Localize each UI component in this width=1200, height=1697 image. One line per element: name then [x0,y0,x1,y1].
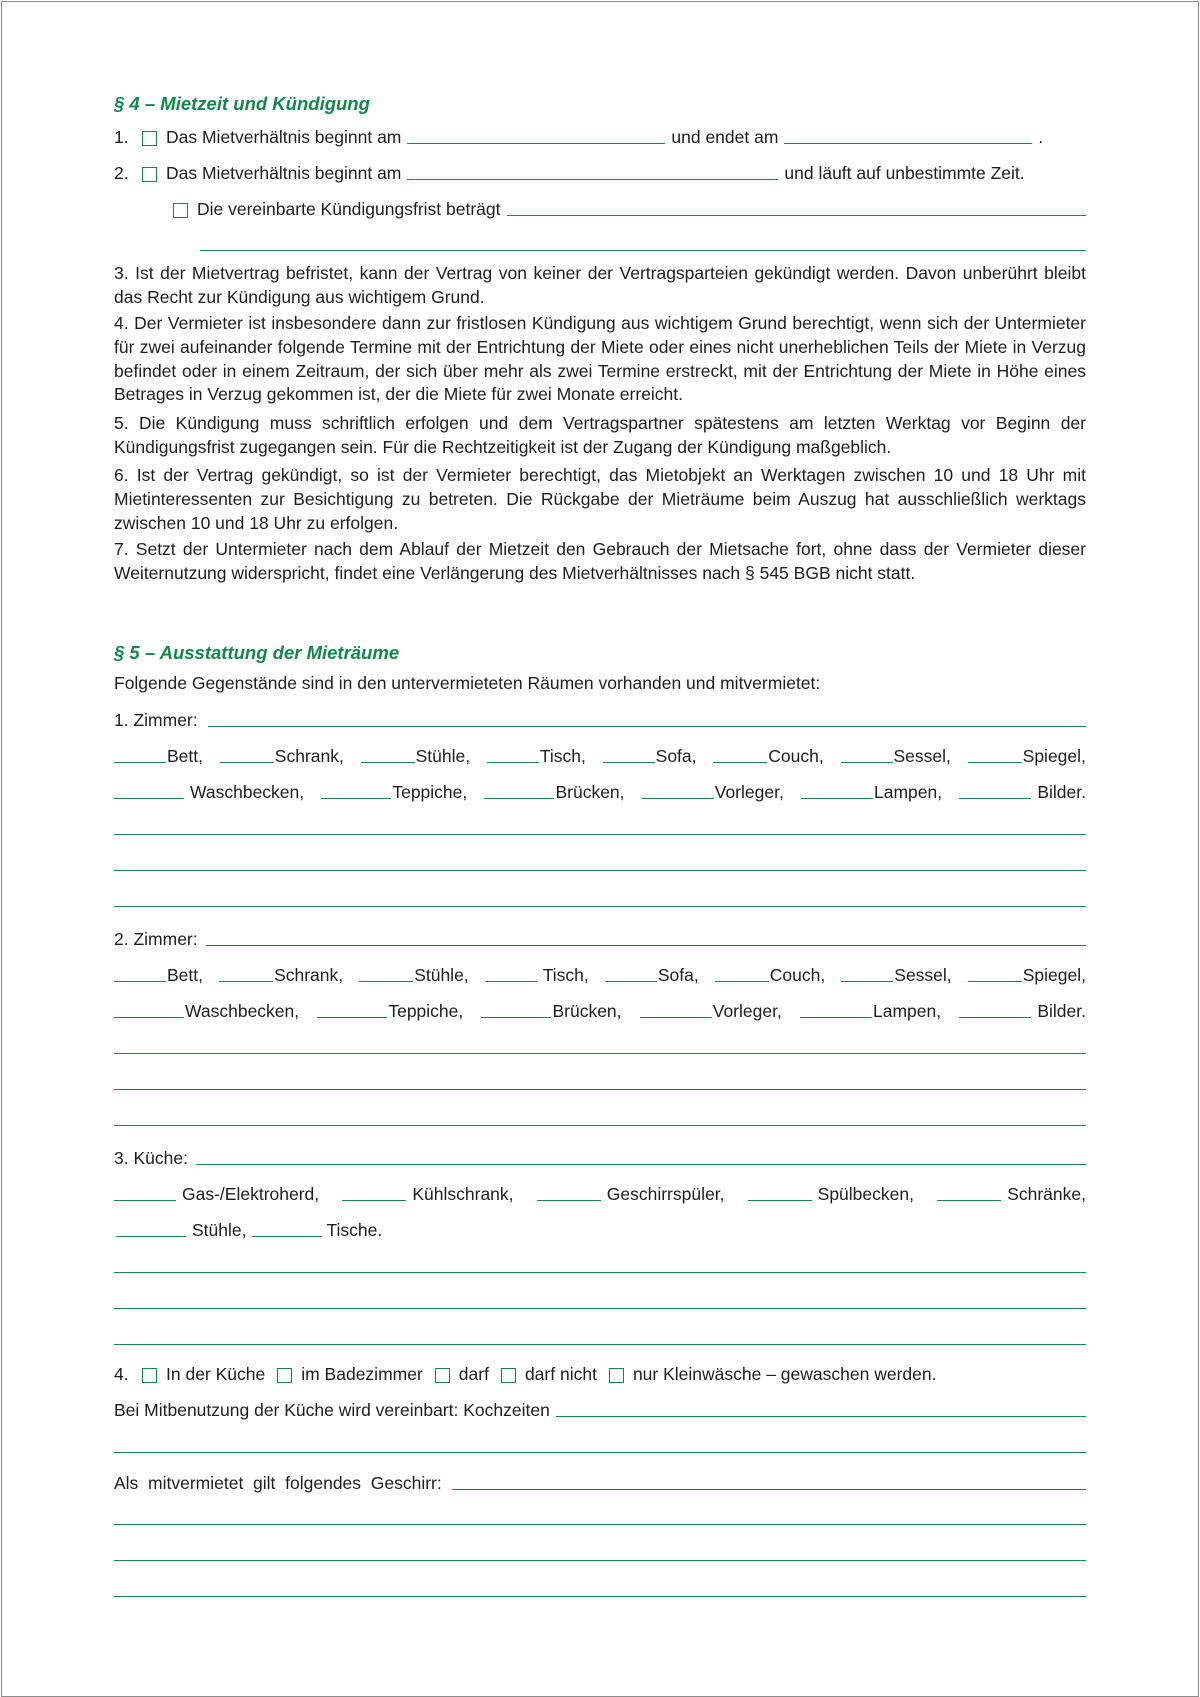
quantity-field[interactable] [603,762,655,763]
kitchen-extra-line-3[interactable] [114,1344,1086,1345]
quantity-field[interactable] [640,1017,712,1018]
small-laundry-option-label: nur Kleinwäsche – gewaschen werden. [632,1364,937,1384]
item-label: Vorleger, [714,782,784,802]
item-label: Geschirrspüler, [606,1184,725,1204]
notice-period-line-2[interactable] [200,250,1086,251]
item-label: Stühle, [415,746,471,766]
quantity-field[interactable] [605,981,657,982]
item-field [114,744,203,768]
item-label: Sessel, [893,746,951,766]
item-field [537,1182,725,1206]
quantity-field[interactable] [114,981,166,982]
period: . [1038,127,1044,147]
item-field [800,999,941,1023]
quantity-field[interactable] [485,981,537,982]
item-field [114,999,299,1023]
room-1-label: 1. Zimmer: [114,710,198,730]
kitchen-items-row-1 [114,1182,1086,1206]
room-1-extra-line-3[interactable] [114,906,1086,907]
room-2-extra-line-3[interactable] [114,1125,1086,1126]
room-2-extra-line-1[interactable] [114,1053,1086,1054]
item-field [114,780,304,804]
quantity-field[interactable] [317,1017,387,1018]
quantity-field[interactable] [481,1017,551,1018]
kitchen-checkbox[interactable] [142,1368,157,1383]
intro-text: Folgende Gegenstände sind in den untervermieteten Räumen vorhanden und mitvermietet: [114,673,821,693]
item-field [485,963,589,987]
kitchen-option-label: In der Küche [166,1364,266,1384]
item-label: Spiegel, [1022,746,1086,766]
start-date-field[interactable] [407,143,665,144]
item-field [114,1218,246,1242]
quantity-field[interactable] [484,798,554,799]
bathroom-checkbox[interactable] [277,1368,292,1383]
item-field [959,999,1086,1023]
section-5-heading: § 5 – Ausstattung der Mieträume [114,642,400,663]
term-open-row [114,161,1086,185]
small-laundry-checkbox[interactable] [609,1368,624,1383]
item-label: Lampen, [873,1001,942,1021]
room-2-items-row-2 [114,999,1086,1023]
quantity-field[interactable] [959,1017,1031,1018]
open-term-checkbox[interactable] [142,167,157,182]
item-field [481,999,621,1023]
item-field [603,744,697,768]
end-date-label: und endet am [671,127,779,147]
cooking-times-line-2[interactable] [114,1452,1086,1453]
dishes-line-2[interactable] [114,1524,1086,1525]
item-label: Sofa, [655,746,697,766]
item-field [801,780,942,804]
item-label: Schrank, [274,746,344,766]
item-label: Bilder. [1037,1001,1086,1021]
item-number: 1. [114,127,129,147]
room-2-label: 2. Zimmer: [114,929,198,949]
paragraph-4: 4. Der Vermieter ist insbesondere dann zur fristlosen Kündigung aus wichtigem Grund berechtigt, wenn sich der Untermieter für zwei aufeinander folgende Termine mit der Entrichtung der Miete oder eines nicht unerheblichen Teils der Miete in Verzug befindet oder in einem Zeitraum, der sich über mehr als zwei Termine erstreckt, mit der Entrichtung der Miete in Höhe eines Betrages in Verzug gekommen ist, der die Miete für zwei Monate erreicht. [114,313,1086,405]
item-field [342,1182,513,1206]
quantity-field[interactable] [841,762,893,763]
room-1-row [114,708,1086,732]
quantity-field[interactable] [321,798,391,799]
room-2-field[interactable] [206,945,1086,946]
quantity-field[interactable] [219,981,273,982]
open-start-date-field[interactable] [407,179,778,180]
quantity-field[interactable] [220,762,274,763]
item-label: Bilder. [1037,782,1086,802]
not-allowed-option-label: darf nicht [524,1364,597,1384]
item-label: Lampen, [874,782,943,802]
room-2-row [114,927,1086,951]
item-label: Couch, [768,746,824,766]
cooking-times-row [114,1398,1086,1422]
quantity-field[interactable] [715,981,769,982]
quantity-field[interactable] [252,1236,322,1237]
quantity-field[interactable] [642,798,714,799]
item-number: 4. [114,1364,129,1384]
quantity-field[interactable] [114,762,166,763]
item-label: Tisch, [539,746,586,766]
paragraph-7: 7. Setzt der Untermieter nach dem Ablauf der Mietzeit den Gebrauch der Mietsache fort, ohne dass der Vermieter dieser Weiternutzung widerspricht, findet eine Verlängerung des Mietverhältnisses nach § 545 BGB nicht statt. [114,539,1086,583]
kitchen-field[interactable] [196,1164,1086,1165]
dishes-field[interactable] [452,1489,1086,1490]
item-label: Spülbecken, [817,1184,914,1204]
item-field [841,744,951,768]
item-field [959,780,1086,804]
item-label: Waschbecken, [185,1001,300,1021]
quantity-field[interactable] [342,1200,406,1201]
quantity-field[interactable] [968,981,1022,982]
quantity-field[interactable] [114,1017,184,1018]
allowed-option-label: darf [458,1364,489,1384]
quantity-field[interactable] [537,1200,601,1201]
item-field [841,963,951,987]
cooking-times-label: Bei Mitbenutzung der Küche wird vereinbart: Kochzeiten [114,1400,550,1420]
room-1-items-row-1 [114,744,1086,768]
dishes-label: Als mitvermietet gilt folgendes Geschirr: [114,1473,442,1493]
kitchen-items-row-2 [114,1218,1086,1242]
page-border [1,1,1199,1697]
item-field [605,963,699,987]
item-label: Gas-/Elektroherd, [182,1184,320,1204]
quantity-field[interactable] [487,762,539,763]
quantity-field[interactable] [800,1017,872,1018]
kitchen-row [114,1146,1086,1170]
item-field [713,744,823,768]
kitchen-extra-line-1[interactable] [114,1272,1086,1273]
quantity-field[interactable] [361,762,415,763]
dishes-line-3[interactable] [114,1560,1086,1561]
item-label: Sofa, [657,965,699,985]
room-1-items-row-2 [114,780,1086,804]
item-label: Kühlschrank, [412,1184,514,1204]
quantity-field[interactable] [114,1200,176,1201]
indefinite-label: und läuft auf unbestimmte Zeit. [784,163,1025,183]
start-date-label: Das Mietverhältnis beginnt am [166,163,402,183]
not-allowed-checkbox[interactable] [501,1368,516,1383]
paragraph-6: 6. Ist der Vertrag gekündigt, so ist der Vermieter berechtigt, das Mietobjekt an Werktagen zwischen 10 und 18 Uhr mit Mietinteressenten zur Besichtigung zu betreten. Die Rückgabe der Mieträume beim Auszug hat ausschließlich werktags zwischen 10 und 18 Uhr zu erfolgen. [114,465,1086,533]
item-field [219,963,343,987]
room-2-items-row-1 [114,963,1086,987]
dishes-row [114,1471,1086,1495]
paragraph-3: 3. Ist der Mietvertrag befristet, kann der Vertrag von keiner der Vertragsparteien gekündigt werden. Davon unberührt bleibt das Recht zur Kündigung aus wichtigem Grund. [114,263,1086,307]
item-field [484,780,624,804]
item-field [968,744,1086,768]
item-field [114,1182,319,1206]
item-field [487,744,586,768]
washing-row [114,1362,1086,1386]
room-2-extra-line-2[interactable] [114,1089,1086,1090]
item-label: Waschbecken, [190,782,305,802]
item-label: Schränke, [1007,1184,1086,1204]
item-label: Brücken, [552,1001,622,1021]
quantity-field[interactable] [713,762,767,763]
item-field [640,999,782,1023]
notice-period-field[interactable] [507,215,1086,216]
end-date-field[interactable] [784,143,1032,144]
dishes-line-4[interactable] [114,1596,1086,1597]
quantity-field[interactable] [359,981,413,982]
item-number: 2. [114,163,129,183]
notice-period-label: Die vereinbarte Kündigungsfrist beträgt [197,199,501,219]
item-label: Vorleger, [712,1001,782,1021]
item-label: Sessel, [894,965,952,985]
quantity-field[interactable] [841,981,893,982]
start-date-label: Das Mietverhältnis beginnt am [166,127,402,147]
bathroom-option-label: im Badezimmer [301,1364,423,1384]
item-label: Stühle, [192,1220,247,1240]
item-label: Tische. [326,1220,383,1240]
item-field [968,963,1086,987]
item-field [359,963,468,987]
item-field [748,1182,914,1206]
item-label: Schrank, [274,965,344,985]
section-4-heading: § 4 – Mietzeit und Kündigung [114,93,370,114]
item-label: Spiegel, [1022,965,1086,985]
allowed-checkbox[interactable] [435,1368,450,1383]
notice-period-row [114,197,1086,221]
term-fixed-row [114,125,1086,149]
quantity-field[interactable] [959,798,1031,799]
quantity-field[interactable] [748,1200,812,1201]
item-label: Brücken, [555,782,625,802]
item-field [220,744,344,768]
notice-period-checkbox[interactable] [173,203,188,218]
section-5-intro [114,671,1086,695]
item-field [246,1218,382,1242]
item-label: Couch, [769,965,826,985]
item-field [715,963,825,987]
item-label: Bett, [167,965,203,985]
fixed-term-checkbox[interactable] [142,131,157,146]
item-field [361,744,470,768]
quantity-field[interactable] [937,1200,1001,1201]
item-label: Teppiche, [392,782,468,802]
item-field [321,780,467,804]
room-1-extra-line-1[interactable] [114,834,1086,835]
item-field [937,1182,1086,1206]
kitchen-extra-line-2[interactable] [114,1308,1086,1309]
cooking-times-field[interactable] [556,1416,1086,1417]
quantity-field[interactable] [116,1236,186,1237]
item-field [642,780,784,804]
item-field [317,999,463,1023]
room-1-field[interactable] [208,726,1086,727]
item-label: Teppiche, [388,1001,464,1021]
item-label: Tisch, [542,965,589,985]
quantity-field[interactable] [968,762,1022,763]
kitchen-label: 3. Küche: [114,1148,188,1168]
item-field [114,963,203,987]
paragraph-5: 5. Die Kündigung muss schriftlich erfolgen und dem Vertragspartner spätestens am letzten Werktag vor Beginn der Kündigungsfrist zugegangen sein. Für die Rechtzeitigkeit ist der Zugang der Kündigung maßgeblich. [114,413,1086,457]
room-1-extra-line-2[interactable] [114,870,1086,871]
quantity-field[interactable] [114,798,184,799]
quantity-field[interactable] [801,798,873,799]
item-label: Bett, [167,746,203,766]
item-label: Stühle, [414,965,469,985]
